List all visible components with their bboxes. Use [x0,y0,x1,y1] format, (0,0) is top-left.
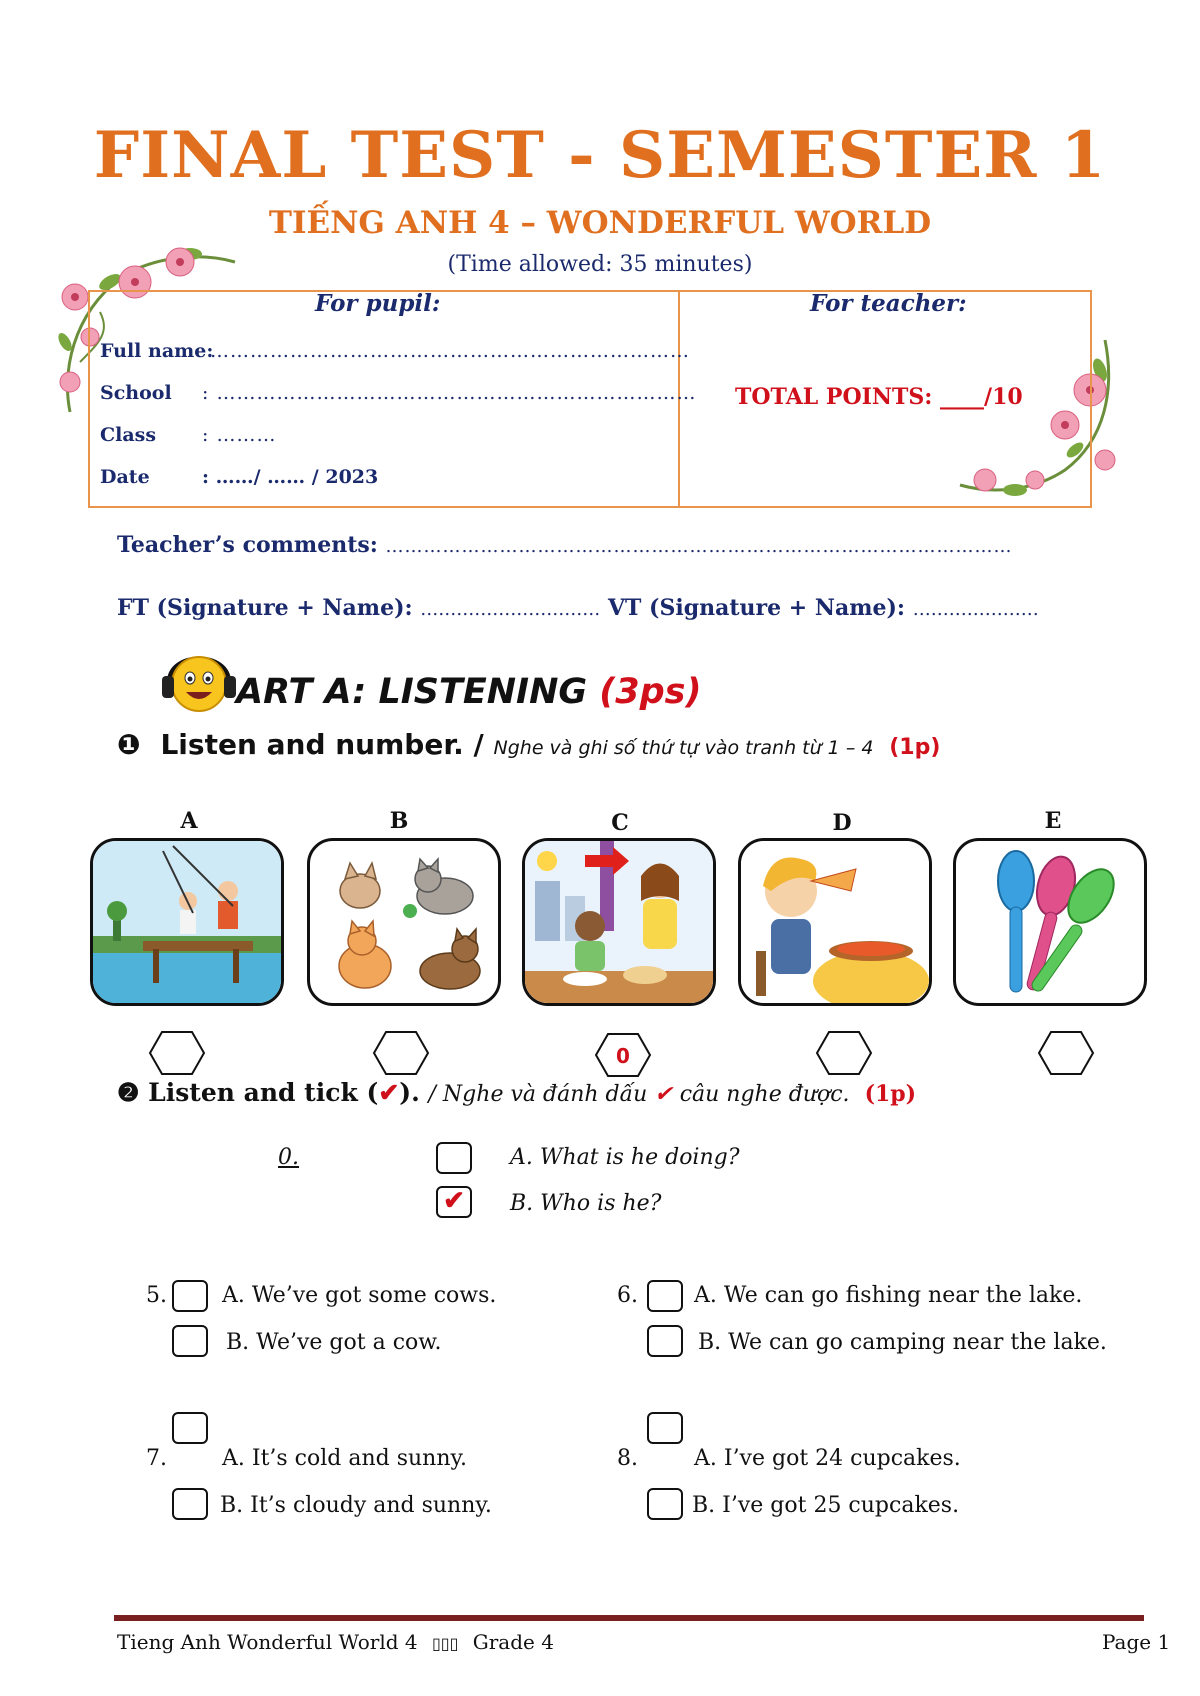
section-2-instruction-start: / Nghe và đánh dấu [428,1082,648,1107]
picture-label-d: D [832,810,852,836]
part-a-heading [236,672,702,712]
answer-c-text: 0 [616,1044,630,1068]
teacher-comments-field[interactable]: ……………………………………………………………………………………… [385,536,1013,557]
example-checkbox-b[interactable]: ✔ [436,1186,472,1218]
section-1-title: Listen and number. [160,728,464,761]
date-field[interactable]: : ……/ …… / 2023 [202,466,379,488]
picture-b-cats [307,838,501,1006]
footer-glyphs: ▯▯▯ [431,1634,459,1653]
total-points: TOTAL POINTS: ____/10 [735,384,1023,410]
teacher-comments [117,532,1013,558]
part-a-title: ART A: LISTENING [236,672,588,712]
section-2-points: (1p) [864,1081,917,1107]
question-8-number: 8. [617,1446,638,1471]
check-icon: ✔ [378,1078,400,1107]
class-label: Class [100,424,157,446]
section-2-title-start: Listen and tick ( [148,1078,379,1107]
check-icon-inline: ✔ [654,1082,673,1107]
section-2-instruction-end: câu nghe được. [679,1082,850,1107]
question-6-checkbox-a[interactable] [647,1280,683,1312]
example-option-b: B. Who is he? [510,1191,662,1216]
question-6-number: 6. [617,1283,638,1308]
footer-grade: Grade 4 [472,1630,554,1654]
footer-left [117,1630,554,1654]
section-1-points: (1p) [889,735,941,760]
spoons-illustration [956,841,1144,1003]
question-5-number: 5. [146,1283,167,1308]
full-name-field[interactable]: ……………………………………………………………… [210,340,690,362]
signature-line [117,595,1039,621]
footer-book-title: Tieng Anh Wonderful World 4 [117,1630,418,1654]
ft-signature-field[interactable]: ………………………… [420,599,601,620]
section-1-slash: / [473,728,484,761]
question-5-checkbox-a[interactable] [172,1280,208,1312]
answer-hexagon-c[interactable] [594,1032,652,1078]
section-2-instruction [429,1082,857,1107]
boy-eating-pizza-illustration [741,841,929,1003]
pupil-heading: For pupil: [315,290,441,317]
question-7-option-a: A. It’s cold and sunny. [222,1446,468,1471]
time-allowed: (Time allowed: 35 minutes) [447,252,753,277]
part-a-points: (3ps) [599,672,702,712]
vt-signature-label: VT (Signature + Name): [607,595,906,621]
question-7-option-b: B. It’s cloudy and sunny. [220,1493,492,1518]
question-6-checkbox-b[interactable] [647,1325,683,1357]
question-5-option-b: B. We’ve got a cow. [226,1330,442,1355]
cats-illustration [310,841,498,1003]
test-subtitle: TIẾNG ANH 4 – WONDERFUL WORLD [268,205,932,241]
teacher-heading: For teacher: [810,290,967,317]
answer-hexagon-b[interactable] [372,1030,430,1076]
question-8-option-a: A. I’ve got 24 cupcakes. [694,1446,961,1471]
answer-hexagon-d[interactable] [815,1030,873,1076]
question-7-checkbox-a[interactable] [172,1412,208,1444]
info-box [88,290,1092,508]
section-1-instruction: Nghe và ghi số thứ tự vào tranh từ 1 – 4 [493,737,874,759]
section-2-heading [117,1078,916,1107]
test-title: FINAL TEST - SEMESTER 1 [93,118,1107,193]
section-2-bullet: ❷ [117,1078,140,1107]
date-label: Date [100,466,150,488]
question-6-option-a: A. We can go fishing near the lake. [694,1283,1083,1308]
section-1-bullet: ❶ [117,728,141,761]
question-5-option-a: A. We’ve got some cows. [222,1283,497,1308]
example-number: 0. [278,1145,299,1170]
question-7-number: 7. [146,1446,167,1471]
picture-a-fishing [90,838,284,1006]
picture-c-family-meal [522,838,716,1006]
school-field[interactable]: : ……………………………………………………………… [202,382,697,404]
question-8-checkbox-a[interactable] [647,1412,683,1444]
question-8-checkbox-b[interactable] [647,1488,683,1520]
fishing-illustration [93,841,281,1003]
family-meal-illustration [525,841,713,1003]
class-field[interactable]: : ……… [202,424,277,446]
ft-signature-label: FT (Signature + Name): [117,595,413,621]
picture-label-b: B [389,808,409,834]
example-checkbox-a[interactable] [436,1142,472,1174]
teacher-comments-label: Teacher’s comments: [117,532,378,558]
question-6-option-b: B. We can go camping near the lake. [698,1330,1107,1355]
example-option-a: A. What is he doing? [510,1145,740,1170]
picture-label-e: E [1044,808,1062,834]
picture-label-a: A [180,808,198,834]
answer-hexagon-e[interactable] [1037,1030,1095,1076]
footer-rule [114,1615,1144,1621]
section-1-heading [117,728,940,761]
picture-label-c: C [611,810,629,836]
school-label: School [100,382,172,404]
headphone-emoji-icon [160,642,238,716]
question-8-option-b: B. I’ve got 25 cupcakes. [692,1493,960,1518]
answer-hexagon-a[interactable] [148,1030,206,1076]
question-7-checkbox-b[interactable] [172,1488,208,1520]
page-number: Page 1 [1102,1630,1171,1654]
question-5-checkbox-b[interactable] [172,1325,208,1357]
picture-e-spoons [953,838,1147,1006]
full-name-label: Full name: [100,340,214,362]
section-2-title-end: ). [399,1078,420,1107]
picture-d-pizza [738,838,932,1006]
vt-signature-field[interactable]: ………………… [912,599,1039,620]
